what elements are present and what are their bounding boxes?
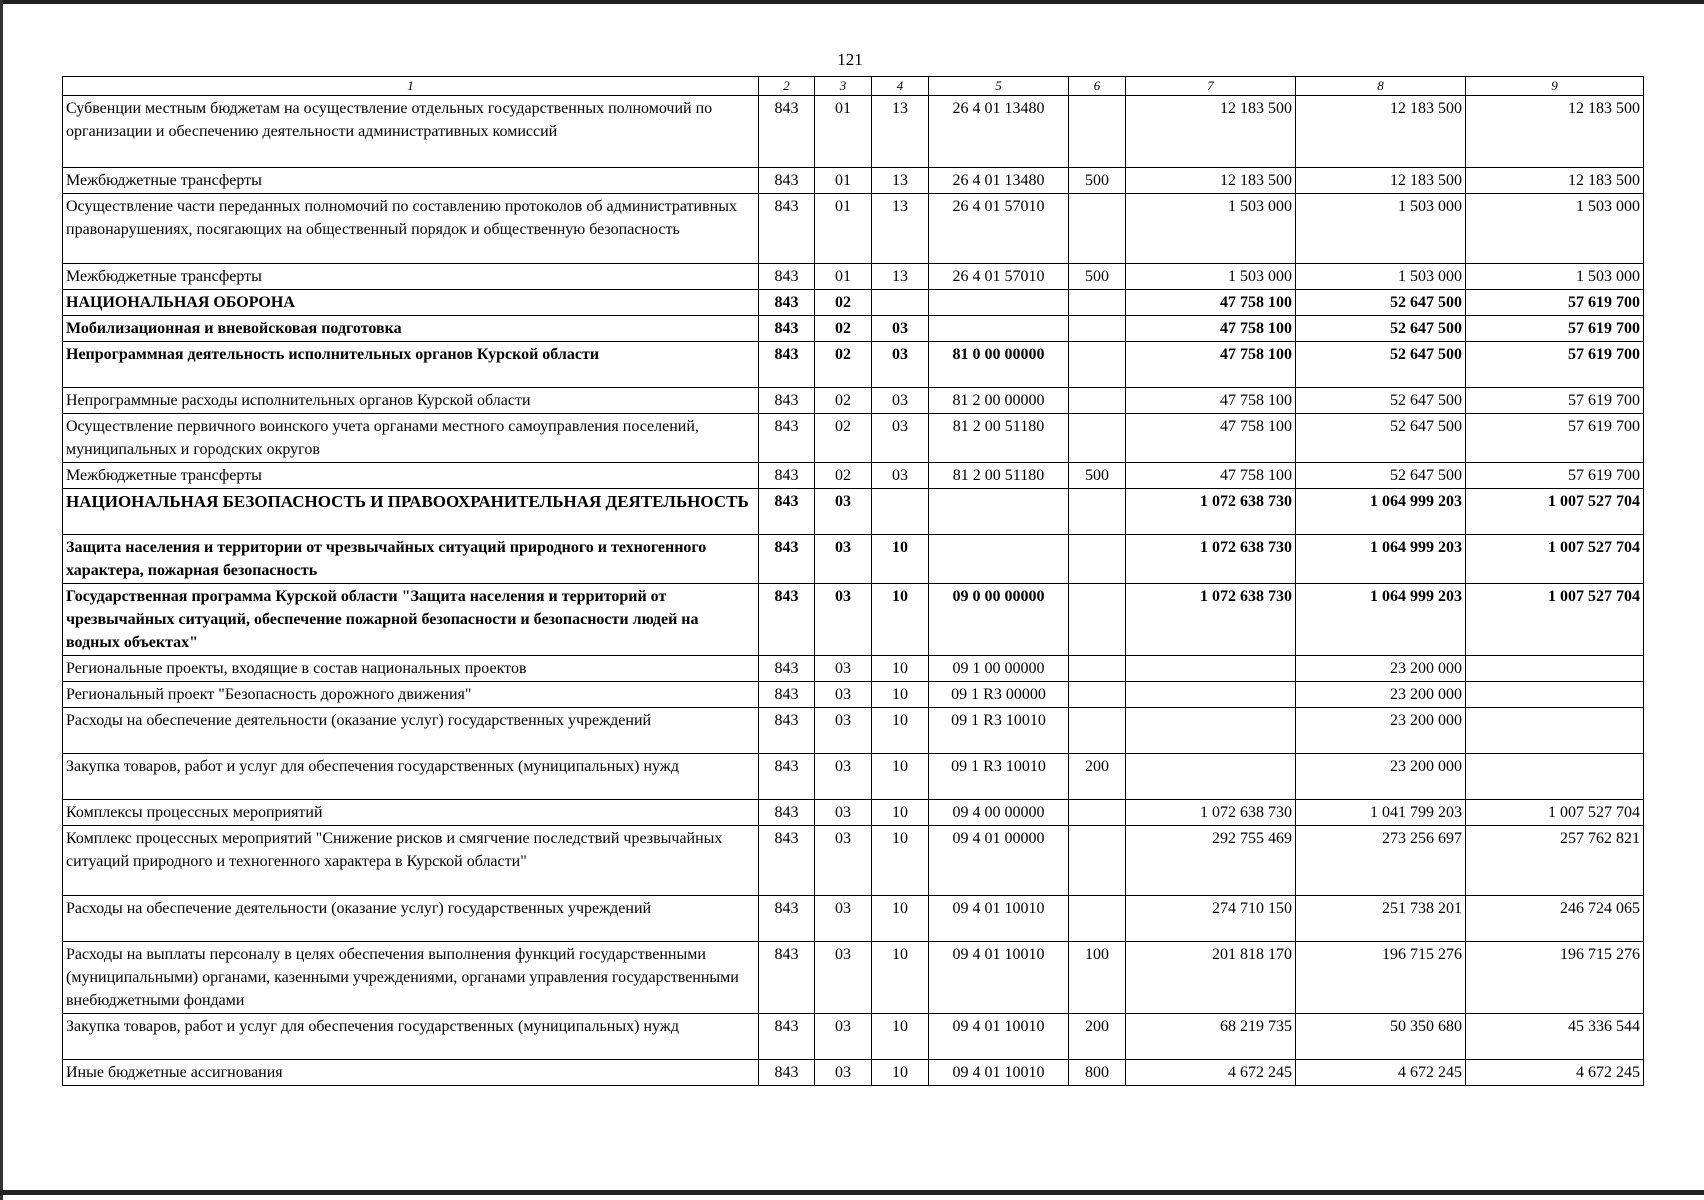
- row-code-podrazdel: 13: [872, 194, 929, 264]
- row-amount-col9: 4 672 245: [1466, 1060, 1644, 1086]
- row-name: Региональный проект "Безопасность дорожного движения": [63, 682, 759, 708]
- row-code-target-article: [929, 535, 1069, 584]
- row-amount-col9: [1466, 656, 1644, 682]
- row-code-target-article: 81 2 00 51180: [929, 463, 1069, 489]
- row-code-expense-type: [1069, 656, 1126, 682]
- row-code-target-article: 81 2 00 51180: [929, 414, 1069, 463]
- row-amount-col9: 1 007 527 704: [1466, 489, 1644, 535]
- row-code-podrazdel: [872, 489, 929, 535]
- table-row: [63, 290, 1644, 316]
- row-amount-col9: [1466, 708, 1644, 754]
- row-code-vedomstvo: 843: [759, 656, 815, 682]
- scan-border-left: [0, 0, 3, 1200]
- row-code-vedomstvo: 843: [759, 1014, 815, 1060]
- row-code-razdel: 02: [815, 414, 872, 463]
- row-code-razdel: 03: [815, 708, 872, 754]
- row-code-expense-type: [1069, 414, 1126, 463]
- row-amount-col9: 45 336 544: [1466, 1014, 1644, 1060]
- row-amount-col8: 52 647 500: [1296, 388, 1466, 414]
- row-amount-col7: 12 183 500: [1126, 96, 1296, 168]
- table-row: [63, 194, 1644, 264]
- row-code-target-article: 09 4 00 00000: [929, 800, 1069, 826]
- row-amount-col8: 12 183 500: [1296, 96, 1466, 168]
- table-row: [63, 96, 1644, 168]
- row-code-target-article: 09 1 00 00000: [929, 656, 1069, 682]
- row-name: Непрограммная деятельность исполнительных органов Курской области: [63, 342, 759, 388]
- row-amount-col7: [1126, 656, 1296, 682]
- column-header: 2: [759, 77, 815, 96]
- row-code-podrazdel: 13: [872, 96, 929, 168]
- row-code-vedomstvo: 843: [759, 800, 815, 826]
- row-code-podrazdel: 10: [872, 708, 929, 754]
- row-code-expense-type: [1069, 194, 1126, 264]
- row-name: Региональные проекты, входящие в состав национальных проектов: [63, 656, 759, 682]
- row-code-razdel: 01: [815, 168, 872, 194]
- row-amount-col9: 57 619 700: [1466, 290, 1644, 316]
- row-code-expense-type: [1069, 826, 1126, 896]
- row-amount-col8: 23 200 000: [1296, 656, 1466, 682]
- row-name: Межбюджетные трансферты: [63, 264, 759, 290]
- row-amount-col8: 23 200 000: [1296, 682, 1466, 708]
- table-row: [63, 754, 1644, 800]
- row-code-expense-type: [1069, 342, 1126, 388]
- row-code-vedomstvo: 843: [759, 414, 815, 463]
- page-number: 121: [837, 50, 863, 69]
- row-code-target-article: [929, 489, 1069, 535]
- row-amount-col8: 1 041 799 203: [1296, 800, 1466, 826]
- row-code-target-article: 26 4 01 57010: [929, 194, 1069, 264]
- row-code-expense-type: 500: [1069, 463, 1126, 489]
- row-code-target-article: 09 0 00 00000: [929, 584, 1069, 656]
- table-row: [63, 656, 1644, 682]
- row-code-razdel: 02: [815, 463, 872, 489]
- row-code-expense-type: 500: [1069, 168, 1126, 194]
- row-amount-col7: 47 758 100: [1126, 388, 1296, 414]
- row-amount-col8: 52 647 500: [1296, 463, 1466, 489]
- row-amount-col7: [1126, 708, 1296, 754]
- row-code-podrazdel: 03: [872, 388, 929, 414]
- row-code-target-article: 26 4 01 13480: [929, 96, 1069, 168]
- row-code-podrazdel: 10: [872, 1014, 929, 1060]
- row-amount-col8: 12 183 500: [1296, 168, 1466, 194]
- row-amount-col7: 12 183 500: [1126, 168, 1296, 194]
- table-row: [63, 388, 1644, 414]
- column-header: 1: [63, 77, 759, 96]
- row-code-razdel: 03: [815, 1060, 872, 1086]
- row-amount-col8: 1 064 999 203: [1296, 489, 1466, 535]
- table-row: [63, 414, 1644, 463]
- row-amount-col7: 1 503 000: [1126, 194, 1296, 264]
- row-code-target-article: 09 4 01 00000: [929, 826, 1069, 896]
- row-amount-col7: 47 758 100: [1126, 414, 1296, 463]
- row-code-vedomstvo: 843: [759, 316, 815, 342]
- row-amount-col8: 1 064 999 203: [1296, 584, 1466, 656]
- row-code-expense-type: [1069, 535, 1126, 584]
- row-code-target-article: [929, 290, 1069, 316]
- row-amount-col8: 23 200 000: [1296, 754, 1466, 800]
- table-row: [63, 316, 1644, 342]
- column-header: 4: [872, 77, 929, 96]
- row-name: Межбюджетные трансферты: [63, 168, 759, 194]
- row-code-razdel: 03: [815, 584, 872, 656]
- table-row: [63, 800, 1644, 826]
- row-amount-col9: 12 183 500: [1466, 96, 1644, 168]
- row-amount-col9: 57 619 700: [1466, 463, 1644, 489]
- row-code-vedomstvo: 843: [759, 682, 815, 708]
- row-amount-col8: 50 350 680: [1296, 1014, 1466, 1060]
- row-code-podrazdel: 10: [872, 682, 929, 708]
- row-amount-col7: 292 755 469: [1126, 826, 1296, 896]
- row-code-razdel: 01: [815, 264, 872, 290]
- row-code-vedomstvo: 843: [759, 194, 815, 264]
- row-amount-col7: 201 818 170: [1126, 942, 1296, 1014]
- column-header: 5: [929, 77, 1069, 96]
- row-amount-col7: 47 758 100: [1126, 316, 1296, 342]
- row-name: Расходы на обеспечение деятельности (оказание услуг) государственных учреждений: [63, 708, 759, 754]
- row-code-expense-type: [1069, 316, 1126, 342]
- row-code-target-article: 09 4 01 10010: [929, 896, 1069, 942]
- column-header: 3: [815, 77, 872, 96]
- row-code-target-article: 26 4 01 57010: [929, 264, 1069, 290]
- row-code-razdel: 03: [815, 682, 872, 708]
- row-code-target-article: 09 1 R3 00000: [929, 682, 1069, 708]
- row-amount-col8: 52 647 500: [1296, 414, 1466, 463]
- row-amount-col9: 57 619 700: [1466, 342, 1644, 388]
- row-code-razdel: 01: [815, 194, 872, 264]
- row-code-razdel: 03: [815, 535, 872, 584]
- row-name: Иные бюджетные ассигнования: [63, 1060, 759, 1086]
- row-amount-col8: 1 064 999 203: [1296, 535, 1466, 584]
- row-code-vedomstvo: 843: [759, 463, 815, 489]
- row-code-vedomstvo: 843: [759, 388, 815, 414]
- table-row: [63, 535, 1644, 584]
- table-row: [63, 264, 1644, 290]
- row-code-razdel: 03: [815, 800, 872, 826]
- row-amount-col9: 1 007 527 704: [1466, 584, 1644, 656]
- row-amount-col7: 47 758 100: [1126, 290, 1296, 316]
- row-amount-col8: 52 647 500: [1296, 342, 1466, 388]
- row-amount-col8: 196 715 276: [1296, 942, 1466, 1014]
- row-code-podrazdel: 10: [872, 535, 929, 584]
- row-code-vedomstvo: 843: [759, 826, 815, 896]
- table-row: [63, 584, 1644, 656]
- row-code-vedomstvo: 843: [759, 489, 815, 535]
- table-row: [63, 708, 1644, 754]
- row-code-vedomstvo: 843: [759, 942, 815, 1014]
- row-amount-col8: 273 256 697: [1296, 826, 1466, 896]
- row-code-expense-type: [1069, 682, 1126, 708]
- row-amount-col7: 4 672 245: [1126, 1060, 1296, 1086]
- row-code-razdel: 03: [815, 826, 872, 896]
- row-code-expense-type: [1069, 489, 1126, 535]
- row-code-expense-type: 800: [1069, 1060, 1126, 1086]
- row-amount-col9: 1 007 527 704: [1466, 800, 1644, 826]
- row-code-razdel: 01: [815, 96, 872, 168]
- row-name: Межбюджетные трансферты: [63, 463, 759, 489]
- budget-table: [62, 76, 1644, 1086]
- row-code-razdel: 02: [815, 342, 872, 388]
- row-code-vedomstvo: 843: [759, 1060, 815, 1086]
- row-amount-col7: 1 072 638 730: [1126, 800, 1296, 826]
- row-name: Непрограммные расходы исполнительных органов Курской области: [63, 388, 759, 414]
- row-code-target-article: 09 4 01 10010: [929, 942, 1069, 1014]
- scan-border-bottom: [0, 1190, 1704, 1195]
- row-name: НАЦИОНАЛЬНАЯ ОБОРОНА: [63, 290, 759, 316]
- row-amount-col8: 251 738 201: [1296, 896, 1466, 942]
- row-code-expense-type: 200: [1069, 1014, 1126, 1060]
- row-code-target-article: [929, 316, 1069, 342]
- row-amount-col7: 68 219 735: [1126, 1014, 1296, 1060]
- row-code-expense-type: [1069, 896, 1126, 942]
- scan-border-top: [0, 0, 1704, 4]
- row-code-vedomstvo: 843: [759, 168, 815, 194]
- table-row: [63, 826, 1644, 896]
- table-row: [63, 682, 1644, 708]
- row-code-podrazdel: 10: [872, 584, 929, 656]
- table-row: [63, 463, 1644, 489]
- row-code-vedomstvo: 843: [759, 754, 815, 800]
- table-row: [63, 896, 1644, 942]
- row-name: Мобилизационная и вневойсковая подготовка: [63, 316, 759, 342]
- row-code-vedomstvo: 843: [759, 342, 815, 388]
- row-code-podrazdel: 13: [872, 168, 929, 194]
- row-amount-col9: [1466, 754, 1644, 800]
- row-amount-col7: 1 503 000: [1126, 264, 1296, 290]
- column-header: 8: [1296, 77, 1466, 96]
- row-code-podrazdel: 03: [872, 342, 929, 388]
- row-amount-col7: 47 758 100: [1126, 463, 1296, 489]
- row-code-razdel: 03: [815, 656, 872, 682]
- column-header: 9: [1466, 77, 1644, 96]
- row-name: Комплексы процессных мероприятий: [63, 800, 759, 826]
- row-code-podrazdel: 10: [872, 656, 929, 682]
- table-row: [63, 1014, 1644, 1060]
- row-code-vedomstvo: 843: [759, 290, 815, 316]
- row-name: НАЦИОНАЛЬНАЯ БЕЗОПАСНОСТЬ И ПРАВООХРАНИТЕЛЬНАЯ ДЕЯТЕЛЬНОСТЬ: [63, 489, 759, 535]
- row-amount-col8: 4 672 245: [1296, 1060, 1466, 1086]
- row-amount-col9: 196 715 276: [1466, 942, 1644, 1014]
- row-code-vedomstvo: 843: [759, 896, 815, 942]
- table-row: [63, 1060, 1644, 1086]
- row-amount-col9: 57 619 700: [1466, 388, 1644, 414]
- row-amount-col9: 57 619 700: [1466, 414, 1644, 463]
- row-code-podrazdel: 10: [872, 896, 929, 942]
- row-amount-col9: 1 503 000: [1466, 194, 1644, 264]
- row-name: Осуществление первичного воинского учета органами местного самоуправления поселений, муниципальных и городских округов: [63, 414, 759, 463]
- row-code-expense-type: 200: [1069, 754, 1126, 800]
- row-code-razdel: 03: [815, 896, 872, 942]
- row-amount-col7: [1126, 682, 1296, 708]
- row-code-vedomstvo: 843: [759, 535, 815, 584]
- row-code-razdel: 03: [815, 1014, 872, 1060]
- table-row: [63, 168, 1644, 194]
- row-amount-col7: 1 072 638 730: [1126, 535, 1296, 584]
- row-code-podrazdel: 03: [872, 316, 929, 342]
- row-code-razdel: 03: [815, 754, 872, 800]
- row-code-razdel: 02: [815, 290, 872, 316]
- table-row: [63, 342, 1644, 388]
- column-header-row: [63, 77, 1644, 96]
- row-amount-col8: 1 503 000: [1296, 194, 1466, 264]
- row-code-expense-type: 500: [1069, 264, 1126, 290]
- row-code-target-article: 09 1 R3 10010: [929, 708, 1069, 754]
- row-amount-col7: 1 072 638 730: [1126, 584, 1296, 656]
- row-code-podrazdel: 03: [872, 414, 929, 463]
- row-code-podrazdel: 10: [872, 800, 929, 826]
- table-body: [63, 96, 1644, 1086]
- row-name: Защита населения и территории от чрезвычайных ситуаций природного и техногенного характера, пожарная безопасность: [63, 535, 759, 584]
- column-header: 6: [1069, 77, 1126, 96]
- row-code-target-article: 09 4 01 10010: [929, 1060, 1069, 1086]
- row-code-podrazdel: 13: [872, 264, 929, 290]
- table-row: [63, 942, 1644, 1014]
- row-code-expense-type: [1069, 96, 1126, 168]
- column-header: 7: [1126, 77, 1296, 96]
- row-name: Закупка товаров, работ и услуг для обеспечения государственных (муниципальных) нужд: [63, 1014, 759, 1060]
- row-code-target-article: 26 4 01 13480: [929, 168, 1069, 194]
- row-code-expense-type: [1069, 388, 1126, 414]
- row-code-target-article: 81 0 00 00000: [929, 342, 1069, 388]
- row-amount-col9: 257 762 821: [1466, 826, 1644, 896]
- row-code-podrazdel: [872, 290, 929, 316]
- row-code-razdel: 03: [815, 942, 872, 1014]
- row-name: Комплекс процессных мероприятий "Снижение рисков и смягчение последствий чрезвычайных ситуаций природного и техногенного характера в Курской области": [63, 826, 759, 896]
- row-amount-col8: 52 647 500: [1296, 290, 1466, 316]
- row-amount-col9: 12 183 500: [1466, 168, 1644, 194]
- row-amount-col7: 47 758 100: [1126, 342, 1296, 388]
- row-amount-col8: 23 200 000: [1296, 708, 1466, 754]
- row-amount-col8: 52 647 500: [1296, 316, 1466, 342]
- row-amount-col9: [1466, 682, 1644, 708]
- row-amount-col8: 1 503 000: [1296, 264, 1466, 290]
- row-code-target-article: 09 1 R3 10010: [929, 754, 1069, 800]
- row-amount-col9: 1 007 527 704: [1466, 535, 1644, 584]
- row-code-expense-type: [1069, 800, 1126, 826]
- row-amount-col9: 1 503 000: [1466, 264, 1644, 290]
- row-code-podrazdel: 10: [872, 942, 929, 1014]
- row-name: Субвенции местным бюджетам на осуществление отдельных государственных полномочий по организации и обеспечению деятельности административных комиссий: [63, 96, 759, 168]
- row-code-podrazdel: 10: [872, 826, 929, 896]
- row-code-expense-type: [1069, 584, 1126, 656]
- row-code-expense-type: 100: [1069, 942, 1126, 1014]
- row-amount-col9: 57 619 700: [1466, 316, 1644, 342]
- row-name: Закупка товаров, работ и услуг для обеспечения государственных (муниципальных) нужд: [63, 754, 759, 800]
- row-amount-col7: [1126, 754, 1296, 800]
- row-code-vedomstvo: 843: [759, 264, 815, 290]
- row-amount-col7: 274 710 150: [1126, 896, 1296, 942]
- row-name: Расходы на обеспечение деятельности (оказание услуг) государственных учреждений: [63, 896, 759, 942]
- row-code-expense-type: [1069, 708, 1126, 754]
- row-code-razdel: 03: [815, 489, 872, 535]
- row-amount-col7: 1 072 638 730: [1126, 489, 1296, 535]
- row-code-target-article: 09 4 01 10010: [929, 1014, 1069, 1060]
- row-code-vedomstvo: 843: [759, 584, 815, 656]
- row-code-podrazdel: 10: [872, 1060, 929, 1086]
- row-amount-col9: 246 724 065: [1466, 896, 1644, 942]
- row-code-vedomstvo: 843: [759, 708, 815, 754]
- table-row: [63, 489, 1644, 535]
- row-code-expense-type: [1069, 290, 1126, 316]
- row-code-razdel: 02: [815, 316, 872, 342]
- row-code-podrazdel: 03: [872, 463, 929, 489]
- row-code-podrazdel: 10: [872, 754, 929, 800]
- row-code-razdel: 02: [815, 388, 872, 414]
- row-name: Осуществление части переданных полномочий по составлению протоколов об административных правонарушениях, посягающих на общественный порядок и общественную безопасность: [63, 194, 759, 264]
- row-name: Расходы на выплаты персоналу в целях обеспечения выполнения функций государственными (муниципальными) органами, казенными учреждениями, органами управления государственными внебюджетными фондами: [63, 942, 759, 1014]
- row-code-vedomstvo: 843: [759, 96, 815, 168]
- row-code-target-article: 81 2 00 00000: [929, 388, 1069, 414]
- row-name: Государственная программа Курской области "Защита населения и территорий от чрезвычайных ситуаций, обеспечение пожарной безопасности и безопасности людей на водных объектах": [63, 584, 759, 656]
